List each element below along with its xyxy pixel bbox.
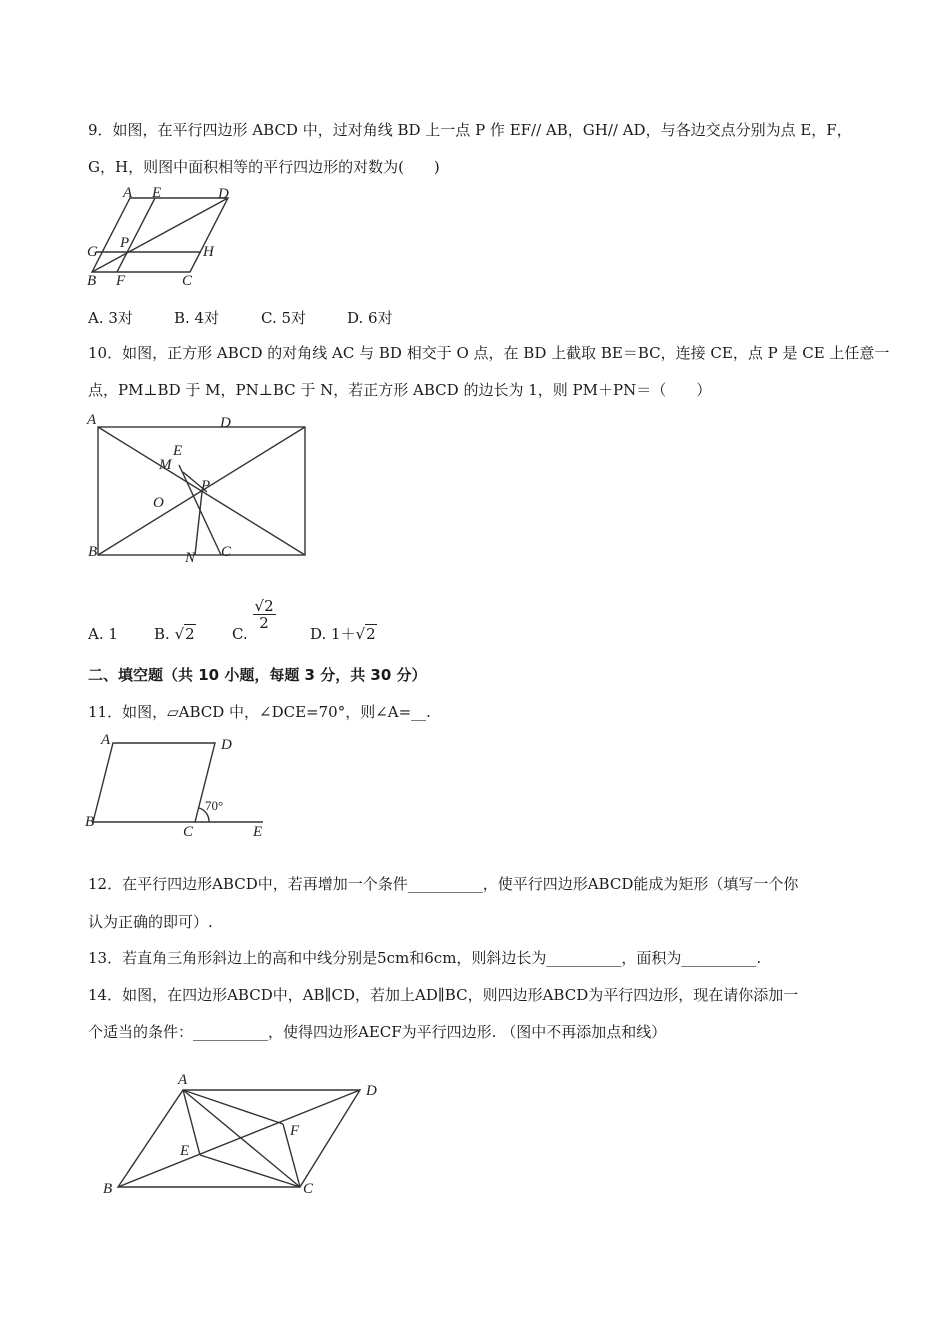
q11-angle-label: 70° bbox=[205, 798, 224, 813]
q10-text-line1: 10．如图，正方形 ABCD 的对角线 AC 与 BD 相交于 O 点，在 BD 上截取 BE＝BC，连接 CE，点 P 是 CE 上任意一 bbox=[88, 344, 890, 362]
q10-option-b-sqrt: √2 bbox=[174, 624, 195, 643]
q14-label-a: A bbox=[178, 1072, 188, 1088]
q10-option-b: B. √2 bbox=[154, 624, 195, 643]
q10-option-c-fraction: $\frac{√2}{2}$ bbox=[254, 597, 274, 632]
q10-label-e: E bbox=[173, 443, 183, 459]
q10-option-c: C. $\frac{√2}{2}$ bbox=[232, 597, 274, 643]
q9-option-b: B. 4对 bbox=[174, 309, 220, 327]
q9-option-d: D. 6对 bbox=[347, 309, 393, 327]
q11-text: 11．如图，▱ABCD 中，∠DCE=70°，则∠A=__. bbox=[88, 703, 431, 721]
q10-label-a: A bbox=[87, 412, 97, 428]
q11-label-c: C bbox=[183, 824, 194, 840]
q9-diagonal-bd bbox=[92, 198, 228, 272]
q14-label-f: F bbox=[290, 1123, 300, 1139]
q12-text-line2: 认为正确的即可）. bbox=[88, 913, 213, 931]
section-2-title: 二、填空题（共 10 小题，每题 3 分，共 30 分） bbox=[88, 666, 427, 684]
q9-label-d: D bbox=[218, 186, 229, 202]
q12-text-line1: 12．在平行四边形ABCD中，若再增加一个条件__________，使平行四边形ABCD能成为矩形（填写一个你 bbox=[88, 875, 799, 893]
q14-label-c: C bbox=[303, 1181, 314, 1197]
q9-label-a: A bbox=[123, 185, 133, 201]
q11-parallelogram bbox=[93, 743, 215, 822]
q9-label-e: E bbox=[152, 185, 162, 201]
q9-parallelogram-figure bbox=[85, 185, 245, 290]
q9-label-f: F bbox=[116, 273, 126, 289]
q10-label-m: M bbox=[159, 457, 172, 473]
q9-options bbox=[88, 307, 393, 328]
q10-options bbox=[88, 598, 377, 644]
q10-label-o: O bbox=[153, 495, 164, 511]
q14-text-line1: 14．如图，在四边形ABCD中，AB∥CD，若加上AD∥BC，则四边形ABCD为平行四边形，现在请你添加一 bbox=[88, 986, 799, 1004]
q14-segment-ec bbox=[200, 1155, 300, 1187]
q9-label-p: P bbox=[120, 235, 130, 251]
q9-label-h: H bbox=[203, 244, 214, 260]
q11-parallelogram-figure bbox=[85, 730, 270, 840]
q10-label-n: N bbox=[185, 550, 196, 566]
q14-label-d: D bbox=[366, 1083, 377, 1099]
q10-option-a: A. 1 bbox=[88, 624, 118, 643]
q10-text-line2: 点，PM⊥BD 于 M，PN⊥BC 于 N，若正方形 ABCD 的边长为 1，则 PM＋PN＝（ ） bbox=[88, 381, 712, 399]
q9-label-c: C bbox=[182, 273, 193, 289]
q14-text-line2: 个适当的条件：__________，使得四边形AECF为平行四边形. （图中不再添加点和线） bbox=[88, 1023, 667, 1041]
q10-square-figure bbox=[85, 410, 245, 570]
q10-option-d: D. 1＋√2 bbox=[310, 624, 376, 643]
q14-label-e: E bbox=[180, 1143, 190, 1159]
q14-diagonal-bd bbox=[118, 1090, 360, 1187]
q10-label-c: C bbox=[221, 544, 232, 560]
q9-label-b: B bbox=[87, 273, 97, 289]
q14-quadrilateral-figure bbox=[100, 1065, 390, 1205]
q10-label-p: P bbox=[201, 478, 211, 494]
q9-label-g: G bbox=[87, 244, 98, 260]
q14-segment-af bbox=[183, 1090, 283, 1124]
q11-label-e: E bbox=[253, 824, 263, 840]
q11-label-d: D bbox=[221, 737, 232, 753]
q9-option-a: A. 3对 bbox=[88, 309, 133, 327]
q14-diagonal-ac bbox=[183, 1090, 300, 1187]
q13-text: 13．若直角三角形斜边上的高和中线分别是5cm和6cm，则斜边长为__________，面积为__________. bbox=[88, 949, 762, 967]
q11-label-b: B bbox=[85, 814, 95, 830]
q9-option-c: C. 5对 bbox=[261, 309, 307, 327]
q9-text-line1: 9．如图，在平行四边形 ABCD 中，过对角线 BD 上一点 P 作 EF// AB，GH// AD，与各边交点分别为点 E，F， bbox=[88, 121, 852, 139]
q14-label-b: B bbox=[103, 1181, 113, 1197]
q11-label-a: A bbox=[101, 732, 111, 748]
q10-option-d-sqrt: √2 bbox=[355, 624, 376, 643]
q10-label-b: B bbox=[88, 544, 98, 560]
q10-label-d: D bbox=[220, 415, 231, 431]
q9-text-line2: G，H，则图中面积相等的平行四边形的对数为( ) bbox=[88, 158, 440, 176]
